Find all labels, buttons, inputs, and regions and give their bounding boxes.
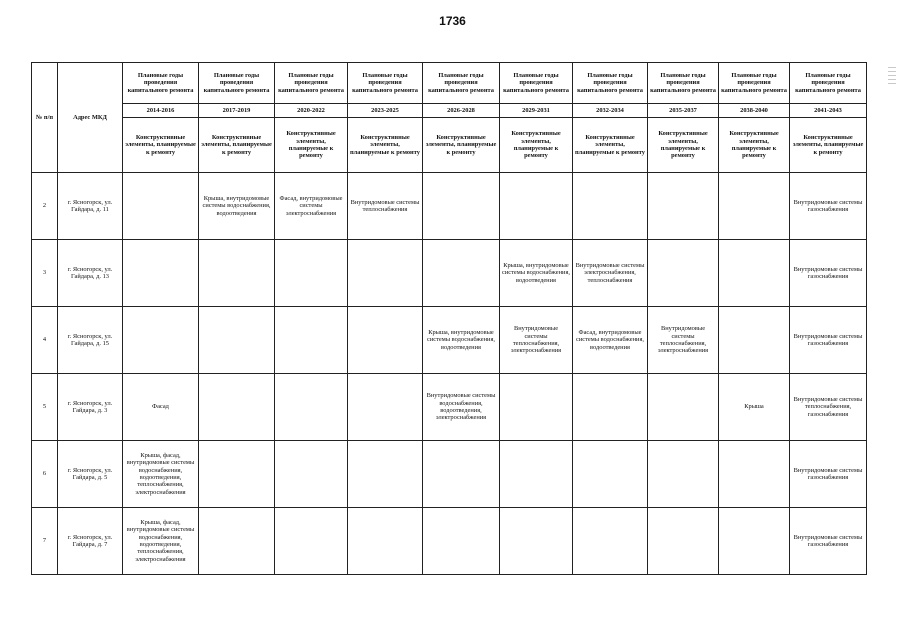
header-period-years: 2023-2025 xyxy=(348,104,423,118)
row-number: 6 xyxy=(32,441,58,508)
header-elements-label: Конструктивные элементы, планируемые к ремонту xyxy=(790,118,867,173)
header-period-label: Плановые годы проведения капитального ремонта xyxy=(199,63,275,104)
repair-cell xyxy=(648,441,719,508)
repair-cell xyxy=(423,240,500,307)
repair-cell: Фасад, внутридомовые системы водоснабжения, водоотведения xyxy=(573,307,648,374)
table-row xyxy=(32,307,867,374)
repair-cell xyxy=(199,508,275,575)
row-address: г. Ясногорск, ул. Гайдара, д. 13 xyxy=(58,240,123,307)
repair-cell xyxy=(348,508,423,575)
row-number: 3 xyxy=(32,240,58,307)
row-number: 4 xyxy=(32,307,58,374)
repair-cell xyxy=(348,441,423,508)
repair-cell: Внутридомовые системы газоснабжения xyxy=(790,441,867,508)
repair-cell: Внутридомовые системы теплоснабжения, электроснабжения xyxy=(648,307,719,374)
repair-cell: Крыша, внутридомовые системы водоснабжения, водоотведения xyxy=(500,240,573,307)
header-period-label: Плановые годы проведения капитального ремонта xyxy=(123,63,199,104)
row-address: г. Ясногорск, ул. Гайдара, д. 5 xyxy=(58,441,123,508)
repair-cell: Внутридомовые системы теплоснабжения xyxy=(348,173,423,240)
repair-cell: Внутридомовые системы газоснабжения xyxy=(790,240,867,307)
repair-cell xyxy=(573,173,648,240)
repair-cell: Крыша, внутридомовые системы водоснабжения, водоотведения xyxy=(423,307,500,374)
header-period-label: Плановые годы проведения капитального ремонта xyxy=(648,63,719,104)
repair-cell xyxy=(199,441,275,508)
row-number: 7 xyxy=(32,508,58,575)
repair-cell: Внутридомовые системы теплоснабжения, газоснабжения xyxy=(790,374,867,441)
repair-cell: Внутридомовые системы электроснабжения, теплоснабжения xyxy=(573,240,648,307)
header-period-years: 2032-2034 xyxy=(573,104,648,118)
header-period-years: 2026-2028 xyxy=(423,104,500,118)
repair-cell: Фасад xyxy=(123,374,199,441)
repair-cell xyxy=(500,374,573,441)
repair-cell xyxy=(648,508,719,575)
repair-cell xyxy=(348,374,423,441)
header-elements-label: Конструктивные элементы, планируемые к ремонту xyxy=(500,118,573,173)
row-number: 5 xyxy=(32,374,58,441)
repair-cell xyxy=(275,307,348,374)
repair-cell: Внутридомовые системы водоснабжения, водоотведения, электроснабжения xyxy=(423,374,500,441)
header-elements-label: Конструктивные элементы, планируемые к ремонту xyxy=(423,118,500,173)
repair-cell xyxy=(423,173,500,240)
repair-cell xyxy=(123,307,199,374)
header-elements-label: Конструктивные элементы, планируемые к ремонту xyxy=(123,118,199,173)
row-address: г. Ясногорск, ул. Гайдара, д. 3 xyxy=(58,374,123,441)
repair-cell: Крыша, фасад, внутридомовые системы водоснабжения, водоотведения, теплоснабжения, электроснабжения xyxy=(123,508,199,575)
repair-cell: Крыша, фасад, внутридомовые системы водоснабжения, водоотведения, теплоснабжения, электроснабжения xyxy=(123,441,199,508)
repair-cell: Крыша, внутридомовые системы водоснабжения, водоотведения xyxy=(199,173,275,240)
repair-cell: Внутридомовые системы газоснабжения xyxy=(790,508,867,575)
header-period-years: 2041-2043 xyxy=(790,104,867,118)
repair-cell xyxy=(719,508,790,575)
header-period-years: 2014-2016 xyxy=(123,104,199,118)
header-elements-label: Конструктивные элементы, планируемые к ремонту xyxy=(719,118,790,173)
header-number: № п/п xyxy=(32,63,58,173)
header-period-label: Плановые годы проведения капитального ремонта xyxy=(275,63,348,104)
row-address: г. Ясногорск, ул. Гайдара, д. 15 xyxy=(58,307,123,374)
repair-cell xyxy=(275,441,348,508)
header-period-years: 2020-2022 xyxy=(275,104,348,118)
repair-cell xyxy=(123,173,199,240)
header-period-years: 2038-2040 xyxy=(719,104,790,118)
page-number: 1736 xyxy=(439,14,466,28)
header-period-years: 2029-2031 xyxy=(500,104,573,118)
repair-cell xyxy=(573,441,648,508)
table-row xyxy=(32,173,867,240)
table-row xyxy=(32,374,867,441)
header-period-label: Плановые годы проведения капитального ремонта xyxy=(348,63,423,104)
scan-margin-marks xyxy=(888,64,900,104)
repair-cell xyxy=(199,307,275,374)
repair-cell xyxy=(648,240,719,307)
header-elements-label: Конструктивные элементы, планируемые к ремонту xyxy=(573,118,648,173)
table-row xyxy=(32,240,867,307)
repair-cell xyxy=(423,441,500,508)
repair-cell: Крыша xyxy=(719,374,790,441)
header-elements-label: Конструктивные элементы, планируемые к ремонту xyxy=(348,118,423,173)
repair-cell xyxy=(500,508,573,575)
header-period-years: 2017-2019 xyxy=(199,104,275,118)
row-number: 2 xyxy=(32,173,58,240)
repair-cell xyxy=(648,173,719,240)
repair-cell xyxy=(275,374,348,441)
header-period-label: Плановые годы проведения капитального ремонта xyxy=(790,63,867,104)
repair-cell xyxy=(573,374,648,441)
repair-cell xyxy=(500,441,573,508)
repair-cell xyxy=(719,173,790,240)
repair-cell xyxy=(123,240,199,307)
header-address: Адрес МКД xyxy=(58,63,123,173)
repair-cell xyxy=(648,374,719,441)
header-period-years: 2035-2037 xyxy=(648,104,719,118)
repair-cell xyxy=(199,240,275,307)
header-period-label: Плановые годы проведения капитального ремонта xyxy=(719,63,790,104)
repair-cell xyxy=(275,240,348,307)
repair-cell: Внутридомовые системы теплоснабжения, электроснабжения xyxy=(500,307,573,374)
header-elements-label: Конструктивные элементы, планируемые к ремонту xyxy=(648,118,719,173)
header-period-label: Плановые годы проведения капитального ремонта xyxy=(500,63,573,104)
repair-cell xyxy=(348,307,423,374)
repair-cell xyxy=(573,508,648,575)
row-address: г. Ясногорск, ул. Гайдара, д. 7 xyxy=(58,508,123,575)
repair-cell: Внутридомовые системы газоснабжения xyxy=(790,307,867,374)
repair-cell xyxy=(500,173,573,240)
repair-cell xyxy=(719,307,790,374)
repair-cell xyxy=(719,441,790,508)
repair-cell xyxy=(348,240,423,307)
repair-cell xyxy=(719,240,790,307)
header-period-label: Плановые годы проведения капитального ремонта xyxy=(573,63,648,104)
repair-cell xyxy=(423,508,500,575)
table-row xyxy=(32,508,867,575)
header-elements-label: Конструктивные элементы, планируемые к ремонту xyxy=(199,118,275,173)
capital-repair-plan-table xyxy=(31,62,867,575)
table-row xyxy=(32,441,867,508)
header-elements-label: Конструктивные элементы, планируемые к ремонту xyxy=(275,118,348,173)
repair-cell: Фасад, внутридомовые системы электроснабжения xyxy=(275,173,348,240)
repair-cell xyxy=(275,508,348,575)
header-period-label: Плановые годы проведения капитального ремонта xyxy=(423,63,500,104)
repair-cell xyxy=(199,374,275,441)
row-address: г. Ясногорск, ул. Гайдара, д. 11 xyxy=(58,173,123,240)
repair-cell: Внутридомовые системы газоснабжения xyxy=(790,173,867,240)
